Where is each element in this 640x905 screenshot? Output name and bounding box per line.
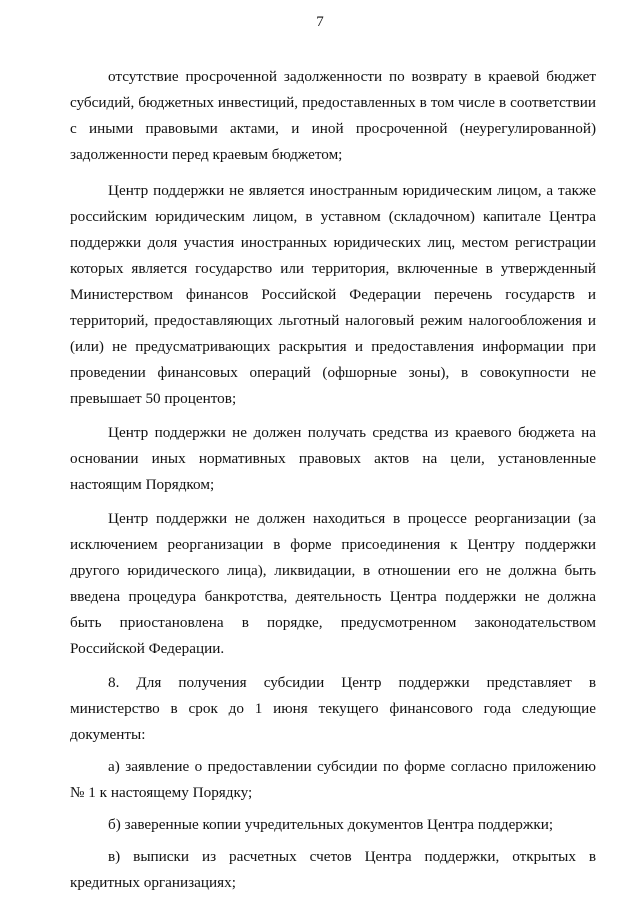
paragraph-item-b: б) заверенные копии учредительных документов Центра поддержки;: [108, 816, 554, 833]
paragraph-debt-absence: отсутствие просроченной задолженности по возврату в краевой бюджет субсидий, бюджетных инвестиций, предоставленных в том числе в соответствии с иными правовыми актами, и иной просроченной (неурегулированной) задолженности перед краевым бюджетом;: [70, 68, 596, 163]
document-body: [70, 64, 596, 902]
paragraph-item-8: 8. Для получения субсидии Центр поддержки представляет в министерство в срок до 1 июня текущего финансового года следующие документы:: [70, 674, 596, 743]
paragraph-no-reorganization: Центр поддержки не должен находиться в процессе реорганизации (за исключением реорганизации в форме присоединения к Центру поддержки другого юридического лица), ликвидации, в отношении его не должна быть введена процедура банкротства, деятельность Центра поддержки не должна быть приостановлена в порядке, предусмотренном законодательством Российской Федерации.: [70, 510, 596, 657]
paragraph-item-a: а) заявление о предоставлении субсидии по форме согласно приложению № 1 к настоящему Порядку;: [70, 758, 596, 801]
page-number: 7: [316, 14, 324, 30]
paragraph-foreign-entity: Центр поддержки не является иностранным юридическим лицом, а также российским юридическим лицом, в уставном (складочном) капитале Центра поддержки доля участия иностранных юридических лиц, местом регистрации которых является государство или территория, включенные в утвержденный Министерством финансов Российской Федерации перечень государств и территорий, предоставляющих льготный налоговый режим налогообложения и (или) не предусматривающих раскрытия и предоставления информации при проведении финансовых операций (офшорные зоны), в совокупности не превышает 50 процентов;: [70, 182, 596, 407]
paragraph-item-v: в) выписки из расчетных счетов Центра поддержки, открытых в кредитных организациях;: [70, 848, 596, 891]
paragraph-no-other-funds: Центр поддержки не должен получать средства из краевого бюджета на основании иных нормативных правовых актов на цели, установленные настоящим Порядком;: [70, 424, 596, 493]
